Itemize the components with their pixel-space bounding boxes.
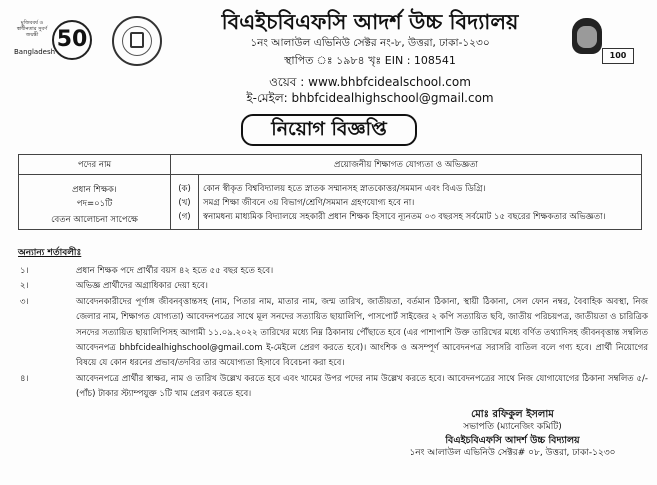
col-post-header: পদের নাম [19, 155, 171, 175]
list-item [18, 295, 648, 372]
list-item [18, 372, 648, 403]
condition-number: ৪। [20, 373, 29, 384]
requirement-text: কোন স্বীকৃত বিশ্ববিদ্যালয় হতে স্নাতক সম্মানসহ স্নাতকোত্তর/সমমান এবং বিএড ডিগ্রি। [203, 184, 486, 194]
mujib-borsho-logo [14, 18, 94, 62]
condition-text: অভিজ্ঞ প্রার্থীদের অগ্রাধিকার দেয়া হবে। [76, 281, 208, 292]
logo-country: Bangladesh [14, 48, 56, 56]
portrait-face-icon [577, 26, 597, 48]
condition-number: ১। [20, 266, 29, 276]
school-address: ১নং আলাউল এভিনিউ সেক্টর নং-৮, উত্তরা, ঢাকা-১২৩০ [250, 37, 490, 49]
list-item [18, 279, 648, 294]
school-seal-icon [112, 16, 162, 66]
requirement-mark: (গ) [178, 212, 191, 222]
requirement-text: স্বনামধন্য মাধ্যমিক বিদ্যালয়ে সহকারী প্রধান শিক্ষক হিসাবে ন্যূনতম ০৩ বছরসহ সর্বমোট ১৫ বছরের শিক্ষকতার অভিজ্ঞতা। [203, 212, 606, 222]
signature-block [380, 408, 645, 460]
table-header-row [19, 155, 642, 175]
post-count: পদ=০১টি [76, 199, 113, 209]
established-eiin: স্থাপিত ঃ ১৯৮৪ খৃঃ EIN : 108541 [284, 54, 456, 67]
condition-text: আবেদনপত্রে প্রার্থীর স্বাক্ষর, নাম ও তারিখ উল্লেখ করতে হবে এবং খামের উপর পদের নাম উল্লেখ করতে হবে। আবেদনপত্রের সাথে নিজ যোগাযোগের ঠিকানা সম্বলিত ৫/- (পাঁচ) টাকার স্ট্যাম্পযুক্ত ১টি খাম প্রেরণ করতে হবে। [76, 373, 648, 400]
requirement-mark: (খ) [178, 198, 191, 208]
condition-text: আবেদনকারীদের পূর্ণাঙ্গ জীবনবৃত্তান্তসহ (নাম, পিতার নাম, মাতার নাম, জন্ম তারিখ, জাতীয়তা, বর্তমান ঠিকানা, স্থায়ী ঠিকানা, সেল ফোন নম্বর, বৈবাহিক অবস্থা, নিজ জেলার নাম, শিক্ষাগত যোগ্যতা) আবেদনপত্রের সাথে মূল সনদের সত্যায়িত ছায়ালিপি, পাসপোর্ট সাইজের ২ কপি সত্যায়িত ছবি, জাতীয় পরিচয়পত্র, জাতীয়তা ও চারিত্রিক সনদের সত্যায়িত ছায়ালিপিসহ আগামী ১১.০৯.২০২২ তারিখের মধ্যে নিম্ন ঠিকানায় পৌঁছাতে হবে (এর পাশাপাশি উক্ত তারিখের মধ্যে বর্ণিত তথ্যাদিসহ জীবনবৃত্তান্ত সম্বলিত আবেদনপত্র bhbfcidealhighschool@gmail.com ই-মেইলে প্রেরণ করতে হবে)। আংশিক ও অসম্পূর্ণ আবেদনপত্র সরাসরি বাতিল বলে গণ্য হবে। প্রার্থী নিয়োগের বিষয়ে যে কোন ধরনের প্রভাব/তদবির তার অযোগ্যতা হিসাবে বিবেচনা করা হবে। [76, 296, 648, 369]
logo-text: মুজিববর্ষ ও স্বাধীনতার সুবর্ণ জয়ন্তী [16, 20, 48, 38]
logo-number: 50 [52, 20, 92, 60]
col-requirements-header: প্রয়োজনীয় শিক্ষাগত যোগ্যতা ও অভিজ্ঞতা [171, 155, 642, 175]
condition-number: ৩। [20, 296, 29, 307]
conditions-title: অন্যান্য শর্তাবলীঃ [18, 248, 82, 258]
school-website: ওয়েব : www.bhbfcidealschool.com [269, 75, 471, 89]
list-item [18, 264, 648, 279]
requirement-texts [199, 175, 642, 230]
centenary-badge: 100 [602, 48, 634, 64]
signatory-organization: বিএইচবিএফসি আদর্শ উচ্চ বিদ্যালয় [445, 435, 580, 446]
signatory-designation: সভাপতি (ম্যানেজিং কমিটি) [463, 422, 562, 432]
requirement-text: সমগ্র শিক্ষা জীবনে ৩য় বিভাগ/শ্রেণি/সমমান গ্রহণযোগ্য হবে না। [203, 198, 415, 208]
signatory-address: ১নং আলাউল এভিনিউ সেক্টর# ০৮, উত্তরা, ঢাকা-১২৩০ [409, 448, 616, 458]
condition-number: ২। [20, 281, 29, 292]
requirements-table [18, 154, 642, 230]
requirement-mark: (ক) [178, 184, 191, 194]
table-row [19, 175, 642, 230]
salary: বেতন আলোচনা সাপেক্ষে [51, 215, 138, 225]
signatory-name: মোঃ রফিকুল ইসলাম [471, 409, 554, 420]
notice-title: নিয়োগ বিজ্ঞপ্তি [241, 114, 417, 146]
condition-text: প্রধান শিক্ষক পদে প্রার্থীর বয়স ৪২ হতে ৫৫ বছর হতে হবে। [76, 266, 274, 276]
school-email: ই-মেইল: bhbfcidealhighschool@gmail.com [246, 91, 494, 105]
book-icon [130, 32, 144, 48]
conditions-list [18, 264, 648, 403]
requirement-marks [171, 175, 199, 230]
post-name: প্রধান শিক্ষক। [72, 185, 117, 195]
school-name: বিএইচবিএফসি আদর্শ উচ্চ বিদ্যালয় [221, 10, 519, 34]
post-cell [19, 175, 171, 230]
portrait-logo [568, 18, 636, 66]
